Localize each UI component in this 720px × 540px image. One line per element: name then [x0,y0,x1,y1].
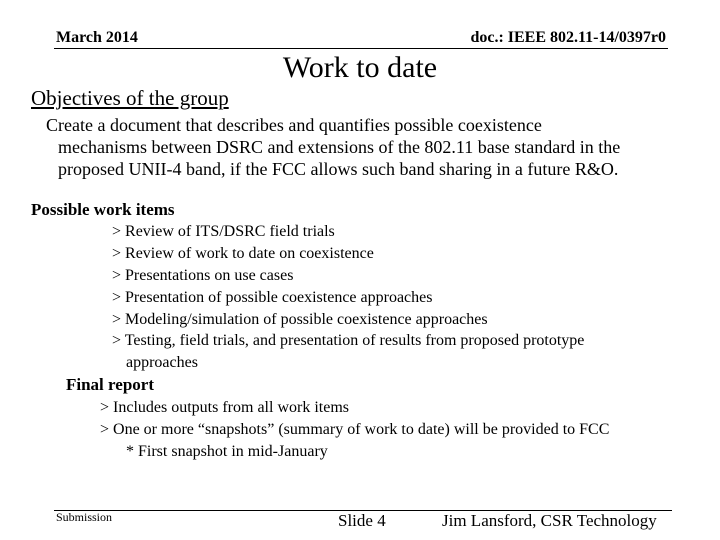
objectives-body [46,114,696,180]
header-divider [54,48,668,49]
work-item: > Review of work to date on coexistence [112,245,374,262]
header-date: March 2014 [56,29,138,46]
work-item: > Presentations on use cases [112,267,294,284]
header-doc-id: doc.: IEEE 802.11-14/0397r0 [470,29,666,46]
objectives-line: proposed UNII-4 band, if the FCC allows such band sharing in a future R&O. [58,159,619,179]
work-item-continuation: approaches [126,354,198,371]
slide-title: Work to date [282,51,438,84]
final-report-item: > One or more “snapshots” (summary of work to date) will be provided to FCC [100,421,610,438]
work-items-heading: Possible work items [31,200,175,219]
objectives-heading: Objectives of the group [31,86,229,110]
objectives-line: Create a document that describes and quantifies possible coexistence [46,115,542,135]
final-report-subitem: * First snapshot in mid-January [126,443,328,460]
work-item: > Review of ITS/DSRC field trials [112,223,335,240]
objectives-line: mechanisms between DSRC and extensions of the 802.11 base standard in the [58,137,621,157]
footer-submission: Submission [56,510,113,524]
footer-slide-number: Slide 4 [338,511,386,530]
work-item: > Testing, field trials, and presentation of results from proposed prototype [112,332,585,349]
work-item: > Presentation of possible coexistence approaches [112,289,433,306]
footer-author: Jim Lansford, CSR Technology [442,511,657,530]
work-item: > Modeling/simulation of possible coexistence approaches [112,311,488,328]
final-report-heading: Final report [66,375,154,394]
final-report-item: > Includes outputs from all work items [100,399,349,416]
